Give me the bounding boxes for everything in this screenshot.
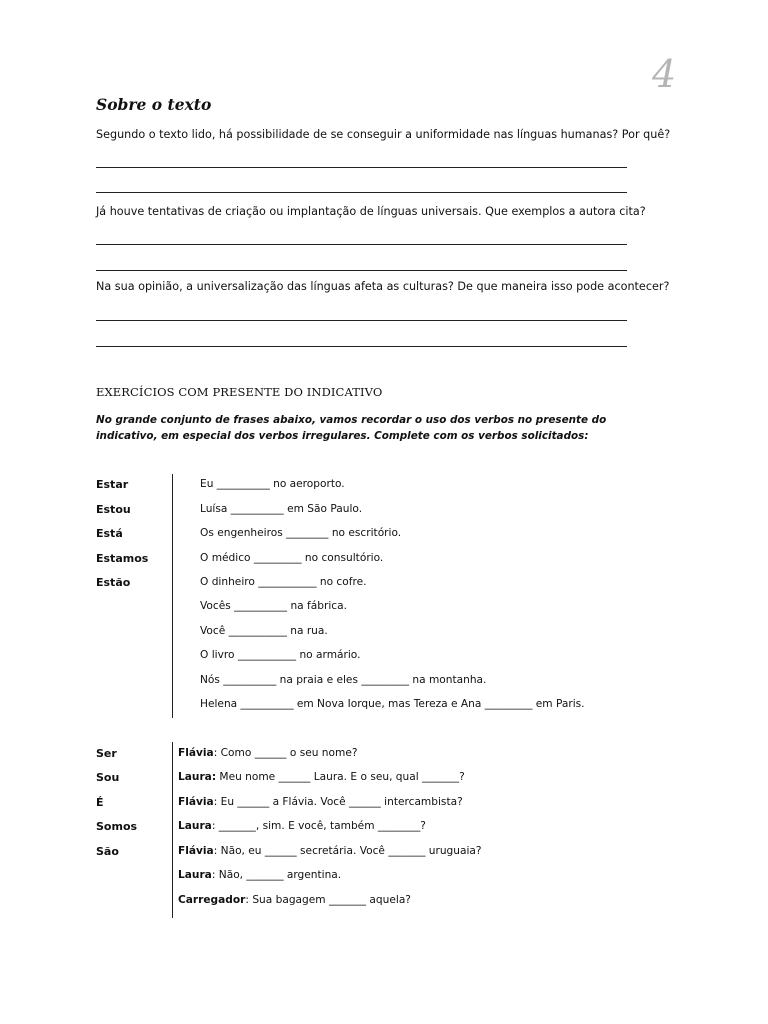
- verb-label: Sou: [96, 771, 120, 784]
- exercise-sentence: Helena __________ em Nova Iorque, mas Tereza e Ana _________ em Paris.: [200, 698, 585, 710]
- speaker-name: Flávia: [178, 747, 214, 759]
- speaker-separator: :: [245, 894, 249, 906]
- speaker-separator: :: [211, 869, 216, 881]
- verb-label: Estar: [96, 478, 129, 491]
- verb-label: Está: [96, 527, 123, 540]
- speaker-separator: :: [213, 747, 218, 759]
- column-divider: [172, 742, 173, 918]
- exercise-sentence: Luísa __________ em São Paulo.: [200, 503, 363, 515]
- answer-line: [96, 320, 627, 321]
- verb-label: É: [96, 796, 104, 809]
- exercise-sentence: O livro ___________ no armário.: [200, 649, 361, 661]
- verb-label: Estamos: [96, 552, 149, 565]
- speaker-name: Laura:: [178, 771, 217, 783]
- dialogue-line: [178, 894, 411, 906]
- exercise-instructions: No grande conjunto de frases abaixo, vamos recordar o uso dos verbos no presente do indicativo, em especial dos verbos irregulares. Complete com os verbos solicitados:: [96, 414, 607, 442]
- dialogue-text: Meu nome ______ Laura. E o seu, qual _______?: [216, 771, 465, 783]
- verb-label: Estou: [96, 503, 131, 516]
- dialogue-line: [178, 869, 341, 881]
- speaker-separator: :: [213, 845, 218, 857]
- dialogue-line: [178, 771, 465, 783]
- dialogue-line: [178, 747, 357, 759]
- exercise-sentence: Vocês __________ na fábrica.: [200, 600, 347, 612]
- answer-line: [96, 346, 627, 347]
- answer-line: [96, 244, 627, 245]
- exercise-sentence: Eu __________ no aeroporto.: [200, 478, 345, 490]
- speaker-name: Laura: [178, 869, 212, 881]
- speaker-name: Laura: [178, 820, 212, 832]
- question-3: Na sua opinião, a universalização das línguas afeta as culturas? De que maneira isso pode acontecer?: [96, 280, 670, 293]
- dialogue-line: [178, 820, 426, 832]
- dialogue-text: Sua bagagem _______ aquela?: [248, 894, 411, 906]
- exercise-sentence: Os engenheiros ________ no escritório.: [200, 527, 402, 539]
- exercise-sentence: Você ___________ na rua.: [200, 625, 328, 637]
- answer-line: [96, 270, 627, 271]
- speaker-name: Flávia: [178, 796, 214, 808]
- dialogue-line: [178, 845, 482, 857]
- answer-line: [96, 192, 627, 193]
- exercise-sentence: Nós __________ na praia e eles _________ na montanha.: [200, 674, 487, 686]
- exercise-sentence: O dinheiro ___________ no cofre.: [200, 576, 367, 588]
- dialogue-text: Não, _______ argentina.: [215, 869, 342, 881]
- dialogue-text: Como ______ o seu nome?: [217, 747, 358, 759]
- exercise-sentence: O médico _________ no consultório.: [200, 552, 384, 564]
- verb-label: Somos: [96, 820, 138, 833]
- speaker-separator: :: [211, 820, 216, 832]
- dialogue-text: _______, sim. E você, também ________?: [215, 820, 426, 832]
- column-divider: [172, 474, 173, 718]
- question-2: Já houve tentativas de criação ou implantação de línguas universais. Que exemplos a autora cita?: [96, 205, 646, 218]
- exercise-title: EXERCÍCIOS COM PRESENTE DO INDICATIVO: [96, 385, 383, 399]
- verb-label: Estão: [96, 576, 131, 589]
- dialogue-text: Eu ______ a Flávia. Você ______ intercambista?: [217, 796, 463, 808]
- page-number: 4: [652, 52, 677, 96]
- verb-label: São: [96, 845, 119, 858]
- speaker-separator: :: [213, 796, 218, 808]
- question-1: Segundo o texto lido, há possibilidade de se conseguir a uniformidade nas línguas humanas? Por quê?: [96, 128, 671, 141]
- answer-line: [96, 167, 627, 168]
- dialogue-line: [178, 796, 463, 808]
- speaker-name: Flávia: [178, 845, 214, 857]
- dialogue-text: Não, eu ______ secretária. Você _______ uruguaia?: [217, 845, 482, 857]
- verb-label: Ser: [96, 747, 117, 760]
- section-title: Sobre o texto: [96, 95, 212, 114]
- speaker-name: Carregador: [178, 894, 246, 906]
